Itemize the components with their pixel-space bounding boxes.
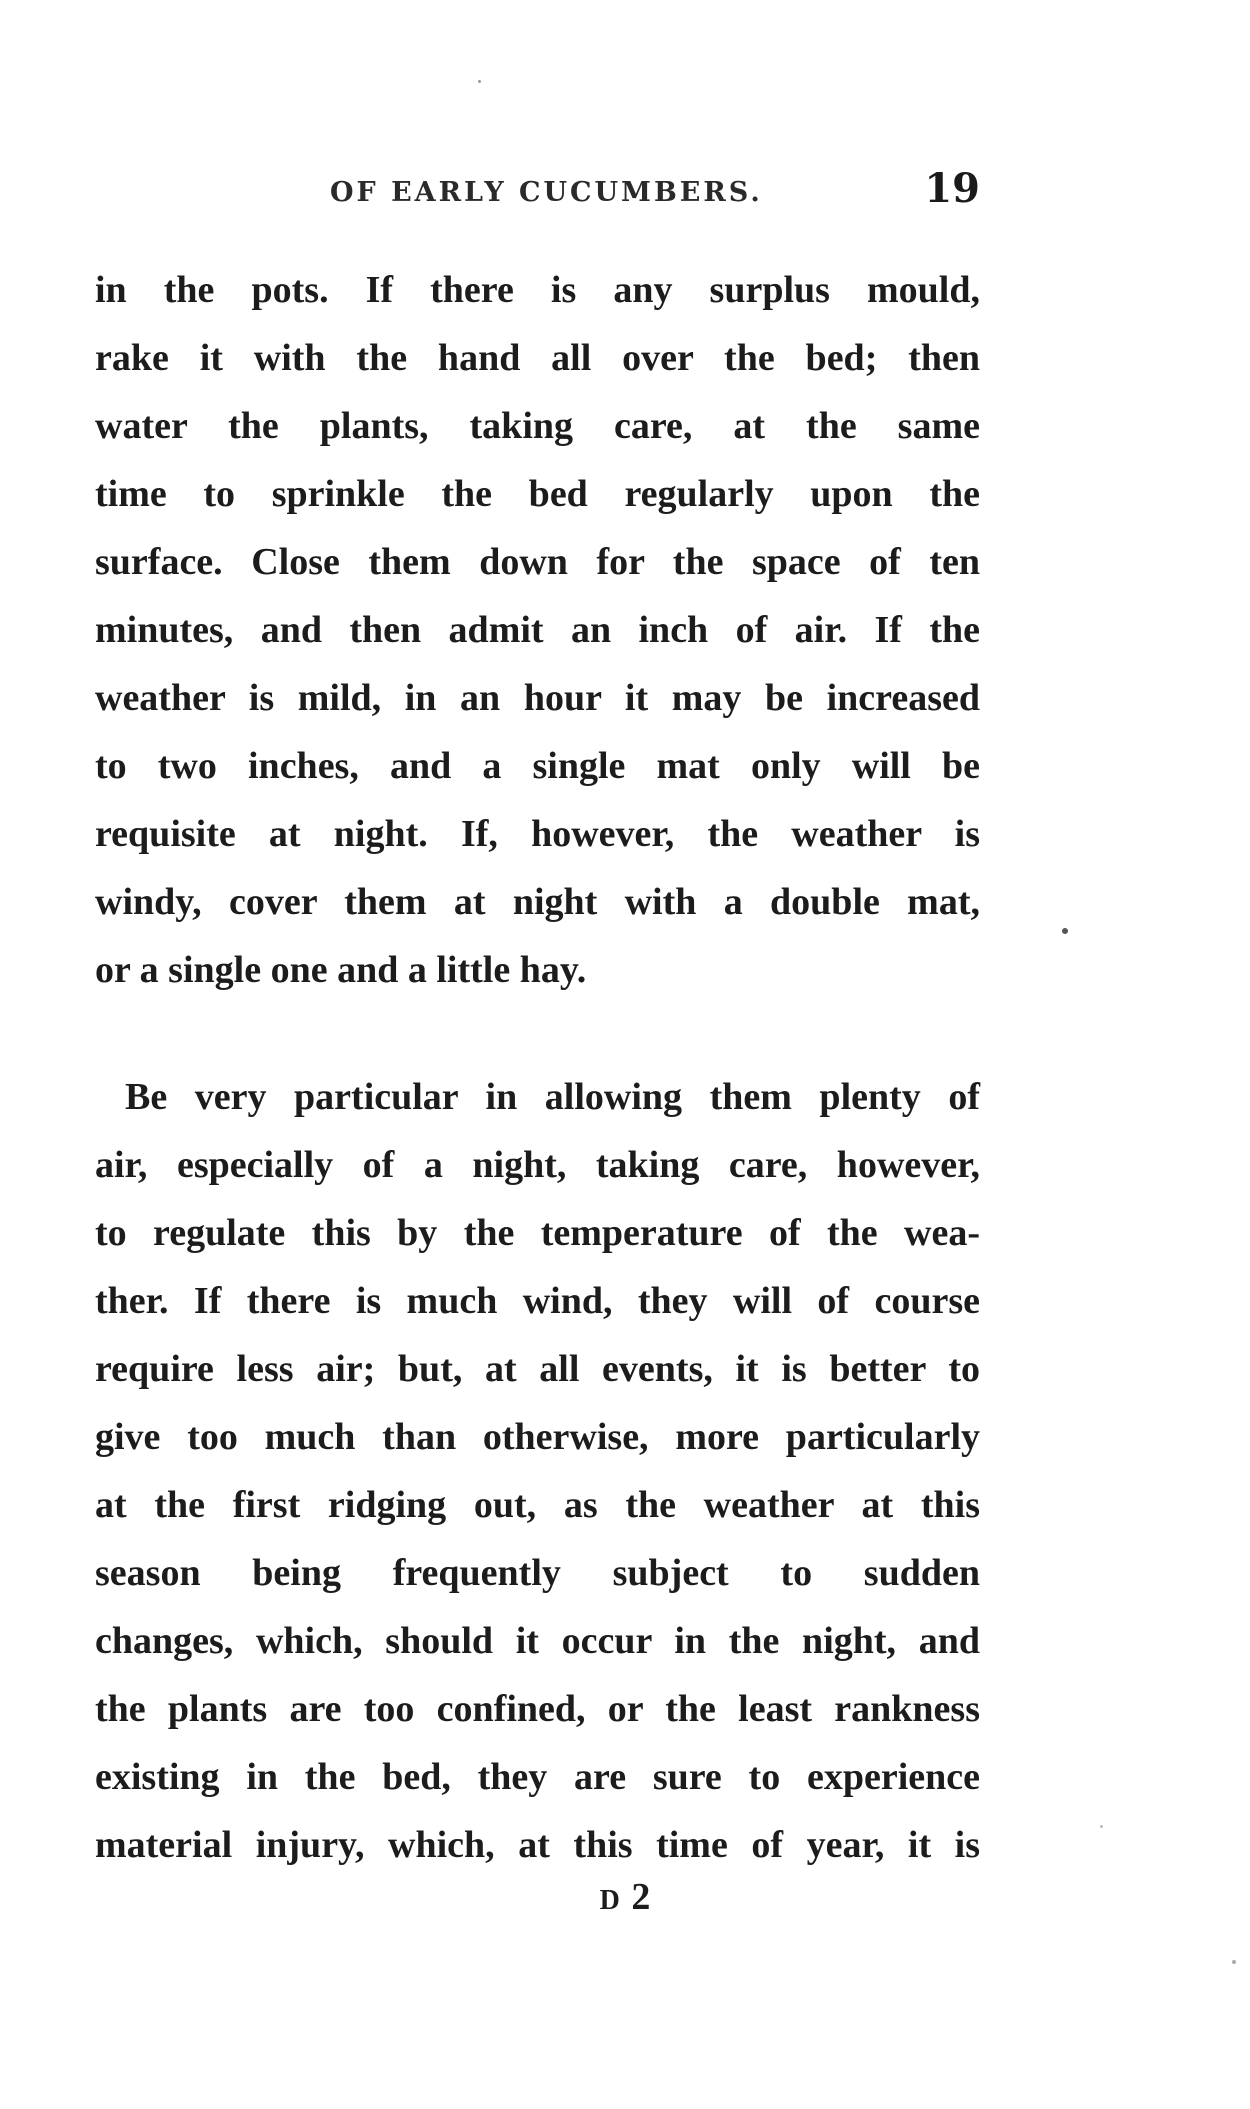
text-line: at the first ridging out, as the weather at this bbox=[95, 1484, 980, 1526]
text-line: air, especially of a night, taking care, however, bbox=[95, 1144, 980, 1186]
text-line: requisite at night. If, however, the weather is bbox=[95, 813, 980, 855]
print-speck bbox=[1100, 1825, 1103, 1828]
text-line: windy, cover them at night with a double mat, bbox=[95, 881, 980, 923]
signature-mark bbox=[0, 1875, 1250, 1919]
paragraph-1 bbox=[95, 256, 980, 1004]
text-line: material injury, which, at this time of year, it is bbox=[95, 1824, 980, 1866]
text-line: weather is mild, in an hour it may be increased bbox=[95, 677, 980, 719]
text-line: changes, which, should it occur in the night, and bbox=[95, 1620, 980, 1662]
text-line: existing in the bed, they are sure to experience bbox=[95, 1756, 980, 1798]
text-line: ther. If there is much wind, they will of course bbox=[95, 1280, 980, 1322]
text-line: to two inches, and a single mat only will be bbox=[95, 745, 980, 787]
text-line: require less air; but, at all events, it is better to bbox=[95, 1348, 980, 1390]
text-line: to regulate this by the temperature of the wea- bbox=[95, 1212, 980, 1254]
running-title: OF EARLY CUCUMBERS. bbox=[330, 177, 763, 208]
print-speck bbox=[1232, 1960, 1236, 1964]
text-line: the plants are too confined, or the least rankness bbox=[95, 1688, 980, 1730]
text-line: season being frequently subject to sudden bbox=[95, 1552, 980, 1594]
signature-number: 2 bbox=[631, 1876, 651, 1918]
paragraph-2 bbox=[95, 1063, 980, 1879]
print-speck bbox=[1062, 928, 1068, 934]
text-line: give too much than otherwise, more particularly bbox=[95, 1416, 980, 1458]
print-speck bbox=[478, 80, 481, 83]
text-line: minutes, and then admit an inch of air. If the bbox=[95, 609, 980, 651]
running-head bbox=[95, 165, 980, 225]
page-number: 19 bbox=[924, 165, 980, 212]
text-line: or a single one and a little hay. bbox=[95, 949, 587, 991]
text-line: in the pots. If there is any surplus mould, bbox=[95, 269, 980, 311]
text-line: surface. Close them down for the space of ten bbox=[95, 541, 980, 583]
text-line: Be very particular in allowing them plenty of bbox=[125, 1076, 980, 1118]
text-line: water the plants, taking care, at the same bbox=[95, 405, 980, 447]
text-line: time to sprinkle the bed regularly upon the bbox=[95, 473, 980, 515]
signature-letter: D bbox=[599, 1885, 622, 1916]
text-line: rake it with the hand all over the bed; then bbox=[95, 337, 980, 379]
